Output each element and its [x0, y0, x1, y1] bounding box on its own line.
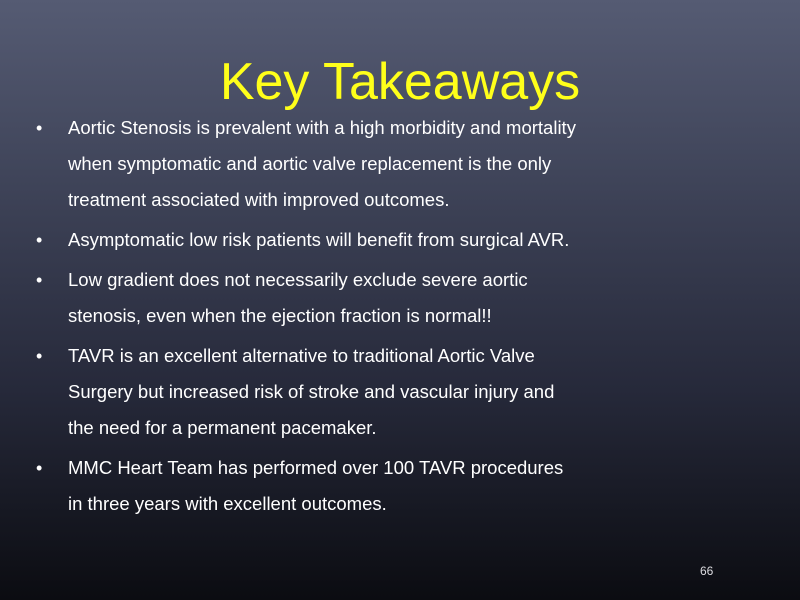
page-number: 66	[700, 564, 714, 578]
bullet-dot-icon: •	[36, 118, 43, 138]
bullet-text: Low gradient does not necessarily exclude severe aortic stenosis, even when the ejection fraction is normal!!	[68, 269, 528, 326]
bullet-text: Aortic Stenosis is prevalent with a high morbidity and mortality when symptomatic and aortic valve replacement is the only treatment associated with improved outcomes.	[68, 117, 576, 210]
bullet-text: MMC Heart Team has performed over 100 TAVR procedures in three years with excellent outcomes.	[68, 457, 564, 514]
bullet-item-low-gradient	[36, 262, 576, 334]
bullet-text: TAVR is an excellent alternative to traditional Aortic Valve Surgery but increased risk of stroke and vascular injury and the need for a permanent pacemaker.	[68, 345, 555, 438]
bullet-item-tavr	[36, 338, 576, 446]
bullet-dot-icon: •	[36, 458, 43, 478]
bullet-text: Asymptomatic low risk patients will benefit from surgical AVR.	[68, 229, 570, 250]
bullet-dot-icon: •	[36, 230, 43, 250]
slide-title: Key Takeaways	[219, 53, 581, 111]
bullet-item-mmc-heart-team	[36, 450, 576, 522]
bullet-item-asymptomatic	[36, 222, 576, 258]
bullet-dot-icon: •	[36, 270, 43, 290]
bullet-list	[36, 110, 576, 526]
bullet-item-aortic-stenosis	[36, 110, 576, 218]
bullet-dot-icon: •	[36, 346, 43, 366]
